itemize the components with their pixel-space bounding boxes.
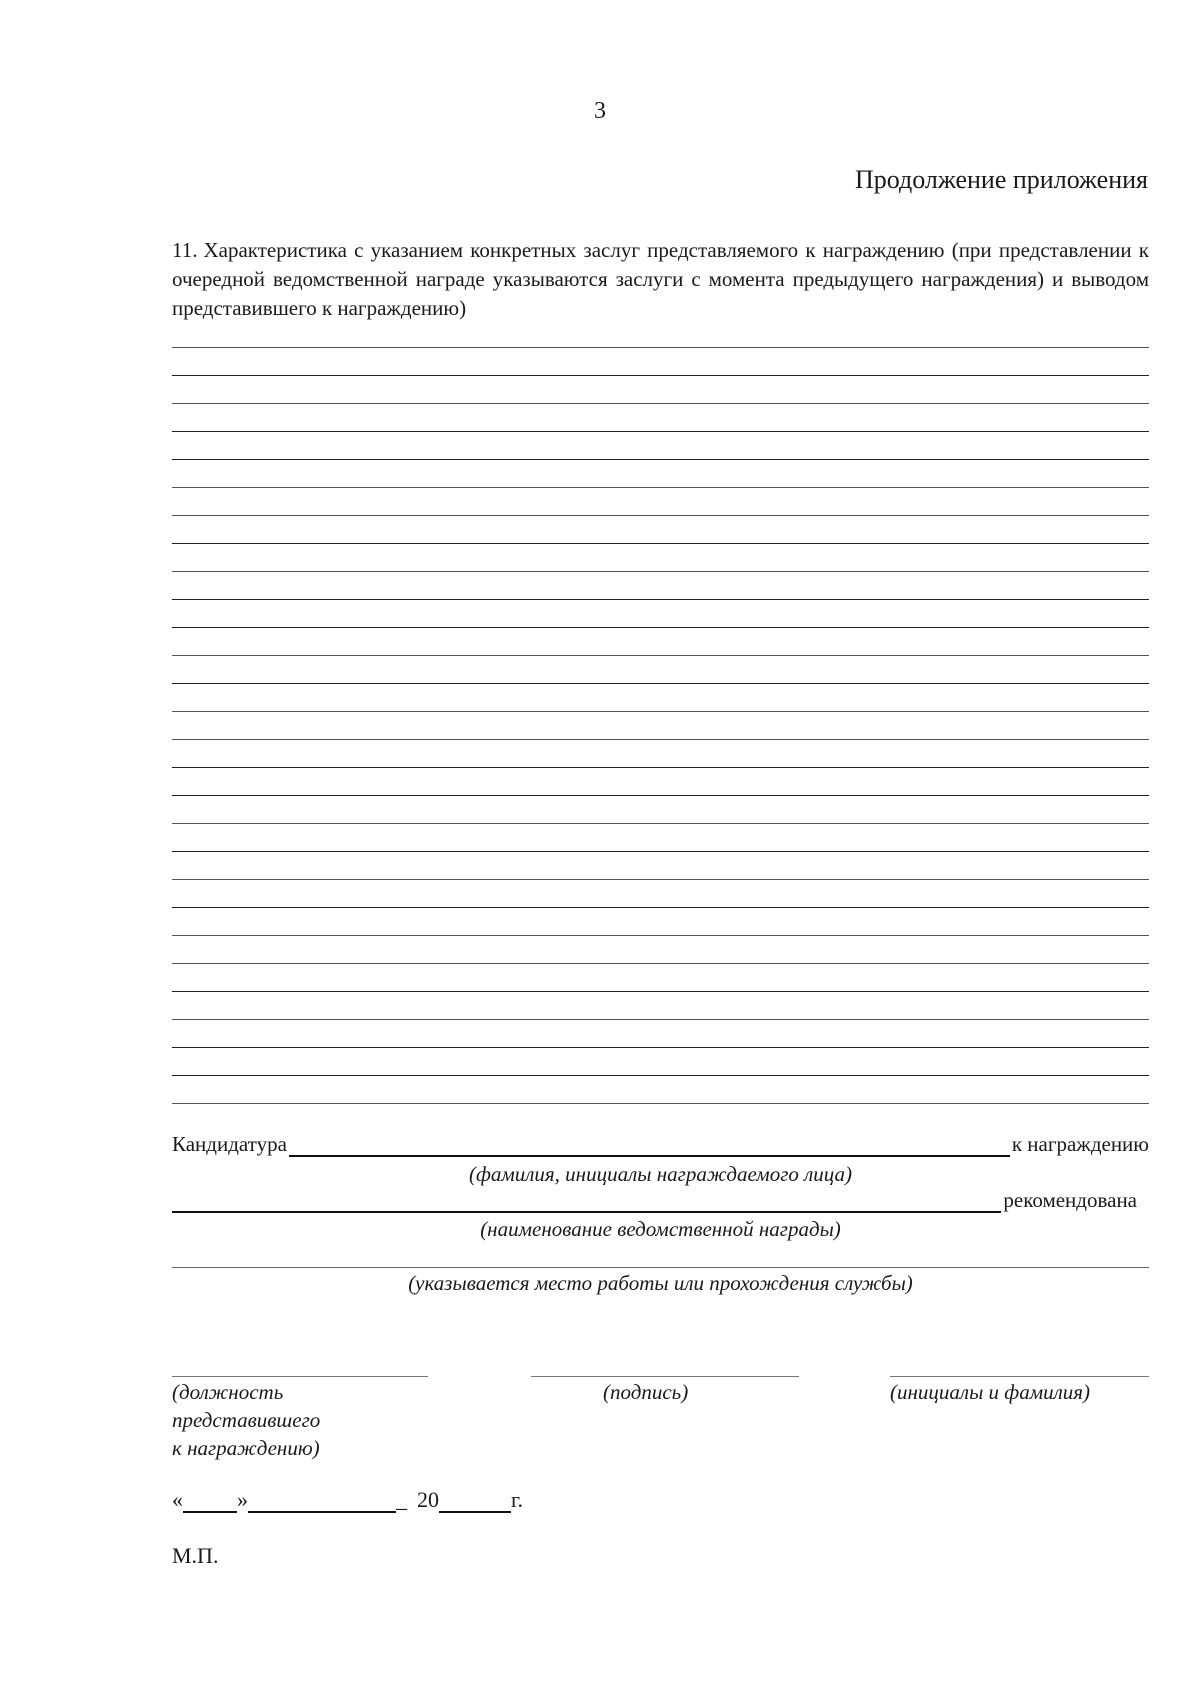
continuation-title: Продолжение приложения <box>854 165 1148 194</box>
writing-line[interactable] <box>172 515 1149 516</box>
date-separator: _ <box>396 1487 407 1512</box>
date-year-field[interactable] <box>439 1489 511 1513</box>
writing-line[interactable] <box>172 711 1149 712</box>
writing-line[interactable] <box>172 767 1149 768</box>
writing-line[interactable] <box>172 655 1149 656</box>
workplace-caption: (указывается место работы или прохождения службы) <box>408 1271 913 1295</box>
writing-line[interactable] <box>172 683 1149 684</box>
candidate-caption: (фамилия, инициалы награждаемого лица) <box>468 1162 853 1186</box>
writing-line[interactable] <box>172 627 1149 628</box>
candidate-row <box>172 1132 1149 1157</box>
writing-line[interactable] <box>172 1075 1149 1076</box>
writing-line[interactable] <box>172 1047 1149 1048</box>
position-caption-line: представившего <box>172 1408 321 1432</box>
position-caption-line: (должность <box>172 1380 284 1404</box>
page-number: 3 <box>594 98 606 124</box>
date-day-field[interactable] <box>183 1489 237 1513</box>
writing-line[interactable] <box>172 543 1149 544</box>
section-11-paragraph <box>172 236 1149 323</box>
writing-line[interactable] <box>172 431 1149 432</box>
award-name-field[interactable] <box>172 1189 1001 1213</box>
writing-line[interactable] <box>172 571 1149 572</box>
writing-line[interactable] <box>172 963 1149 964</box>
writing-line[interactable] <box>172 739 1149 740</box>
date-close-quote: » <box>237 1487 248 1512</box>
writing-line[interactable] <box>172 1103 1149 1104</box>
writing-line[interactable] <box>172 487 1149 488</box>
writing-line[interactable] <box>172 599 1149 600</box>
writing-line[interactable] <box>172 375 1149 376</box>
date-month-field[interactable] <box>248 1489 396 1513</box>
signature-line[interactable] <box>531 1376 799 1377</box>
date-row <box>172 1487 523 1513</box>
candidate-suffix: к награждению <box>1011 1132 1149 1156</box>
workplace-field[interactable] <box>172 1267 1149 1268</box>
writing-line[interactable] <box>172 459 1149 460</box>
writing-line[interactable] <box>172 403 1149 404</box>
writing-line[interactable] <box>172 795 1149 796</box>
name-line[interactable] <box>890 1376 1149 1377</box>
date-open-quote: « <box>172 1487 183 1512</box>
section-number: 11. <box>172 238 198 262</box>
writing-line[interactable] <box>172 907 1149 908</box>
position-caption-line: к награждению) <box>172 1436 320 1460</box>
candidate-label: Кандидатура <box>172 1132 287 1156</box>
date-year-prefix: 20 <box>417 1487 439 1512</box>
name-caption: (инициалы и фамилия) <box>890 1380 1091 1404</box>
candidate-name-field[interactable] <box>289 1133 1010 1157</box>
award-row <box>172 1188 1137 1213</box>
writing-line[interactable] <box>172 823 1149 824</box>
stamp-place: М.П. <box>172 1543 219 1568</box>
writing-line[interactable] <box>172 879 1149 880</box>
award-suffix: рекомендована <box>1003 1188 1137 1212</box>
section-text: Характеристика с указанием конкретных заслуг представляемого к награждению (при представлении к очередной ведомственной награде указываются заслуги с момента предыдущего награждения) и выводом представившего к награждению) <box>172 238 1149 320</box>
writing-line[interactable] <box>172 991 1149 992</box>
writing-line[interactable] <box>172 851 1149 852</box>
writing-line[interactable] <box>172 347 1149 348</box>
date-year-suffix: г. <box>511 1487 524 1512</box>
writing-line[interactable] <box>172 935 1149 936</box>
position-line[interactable] <box>172 1376 428 1377</box>
writing-line[interactable] <box>172 1019 1149 1020</box>
position-caption <box>172 1378 320 1462</box>
signature-caption: (подпись) <box>603 1380 689 1404</box>
award-caption: (наименование ведомственной награды) <box>480 1217 841 1241</box>
